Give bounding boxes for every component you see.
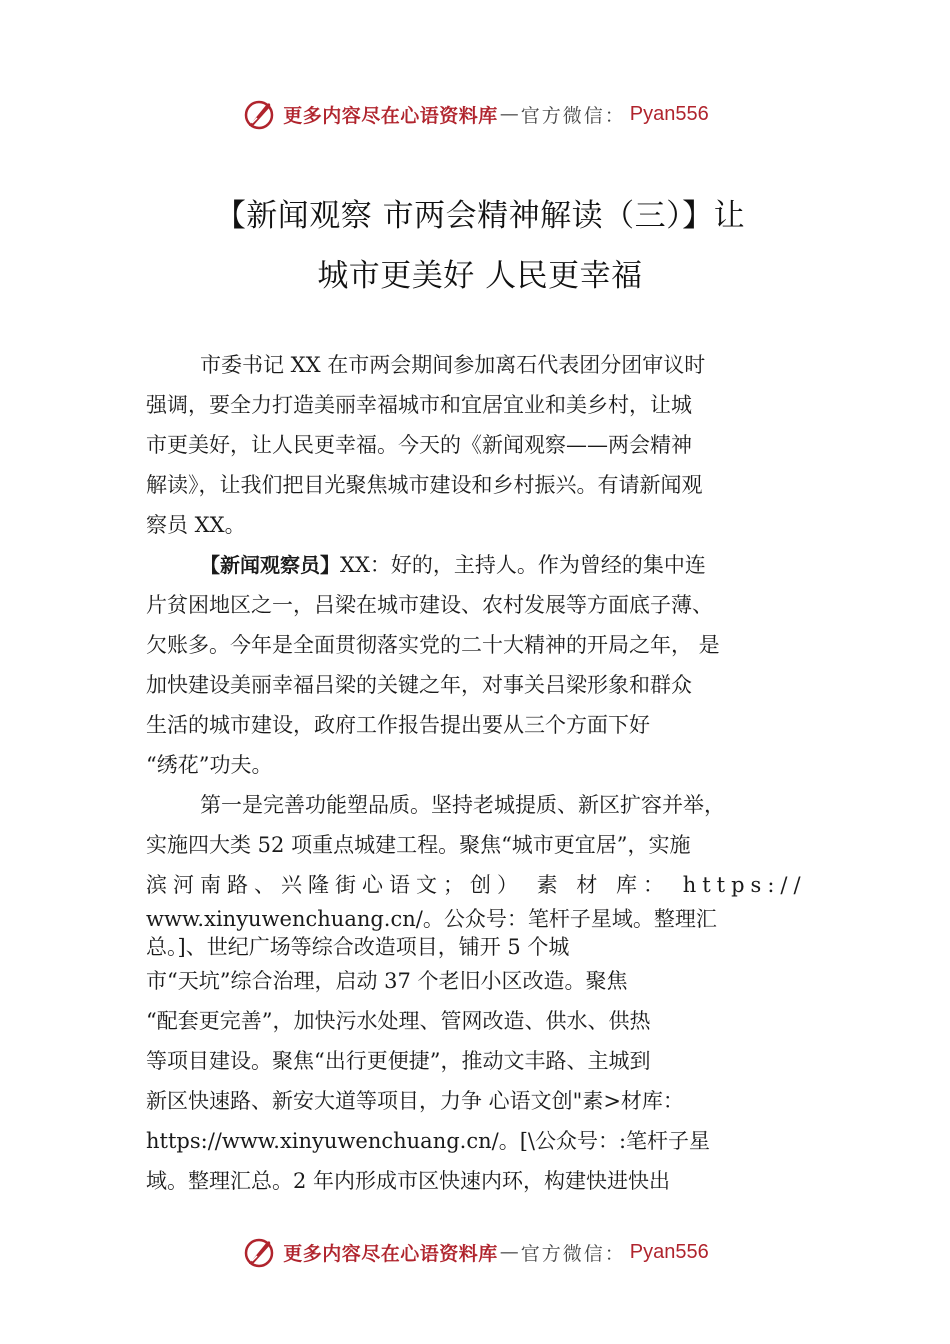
body-line: 加快建设美丽幸福吕梁的关键之年，对事关吕梁形象和群众 — [146, 673, 692, 697]
body-line: 新区快速路、新安大道等项目，力争 心语文创"素>材库： — [146, 1089, 684, 1113]
body-line: 滨河南路、兴隆街心语文；创） 素 材 库： https:// — [146, 873, 807, 897]
banner-wechat-label: 官方微信： — [520, 1242, 626, 1265]
body-line: “配套更完善”，加快污水处理、管网改造、供水、供热 — [146, 1009, 651, 1033]
observer-intro: XX：好的，主持人。作为曾经的集中连 — [340, 553, 706, 577]
article-title — [140, 186, 820, 306]
banner-wechat-id: Pyan556 — [629, 102, 709, 125]
body-line — [146, 545, 826, 585]
body-line: www.xinyuwenchuang.cn/。公众号：笔杆子星域。整理汇 — [146, 907, 717, 931]
body-line: https://www.xinyuwenchuang.cn/。[\公众号：:笔杆子星 — [146, 1129, 711, 1153]
banner-dash: — — [499, 1241, 519, 1263]
body-line: 解读》，让我们把目光聚焦城市建设和乡村振兴。有请新闻观 — [146, 473, 703, 497]
title-line-1: 【新闻观察 市两会精神解读（三）】让 — [214, 198, 746, 234]
quill-logo-icon — [241, 96, 277, 132]
body-line: 市更美好，让人民更幸福。今天的《新闻观察——两会精神 — [146, 433, 692, 457]
body-line: 察员 XX。 — [146, 513, 246, 537]
banner-site-text: 更多内容尽在心语资料库 — [283, 104, 498, 127]
footer-watermark-banner — [0, 1230, 950, 1274]
body-line: 欠账多。今年是全面贯彻落实党的二十大精神的开局之年， 是 — [146, 633, 720, 657]
banner-dash: — — [499, 103, 519, 125]
banner-wechat-label: 官方微信： — [520, 104, 626, 127]
body-line: 市“天坑”综合治理，启动 37 个老旧小区改造。聚焦 — [146, 969, 628, 993]
body-line: 等项目建设。聚焦“出行更便捷”，推动文丰路、主城到 — [146, 1049, 651, 1073]
body-line: 域。整理汇总。2 年内形成市区快速内环，构建快进快出 — [146, 1169, 671, 1193]
quill-logo-icon — [241, 1234, 277, 1270]
observer-label: 【新闻观察员】 — [200, 553, 340, 577]
title-line-2: 城市更美好 人民更幸福 — [317, 258, 643, 294]
body-line: 强调，要全力打造美丽幸福城市和宜居宜业和美乡村，让城 — [146, 393, 692, 417]
body-line: 总。]、世纪广场等综合改造项目，铺开 5 个城 — [146, 935, 570, 959]
header-watermark-banner — [0, 92, 950, 136]
body-line: 第一是完善功能塑品质。坚持老城提质、新区扩容并举， — [200, 793, 725, 817]
body-line: 生活的城市建设，政府工作报告提出要从三个方面下好 — [146, 713, 650, 737]
banner-wechat-id: Pyan556 — [629, 1240, 709, 1263]
body-line: 实施四大类 52 项重点城建工程。聚焦“城市更宜居”，实施 — [146, 833, 691, 857]
body-line: 市委书记 XX 在市两会期间参加离石代表团分团审议时 — [200, 353, 706, 377]
banner-site-text: 更多内容尽在心语资料库 — [283, 1242, 498, 1265]
body-line: 片贫困地区之一，吕梁在城市建设、农村发展等方面底子薄、 — [146, 593, 713, 617]
article-body — [146, 345, 826, 1201]
body-line: “绣花”功夫。 — [146, 753, 273, 777]
